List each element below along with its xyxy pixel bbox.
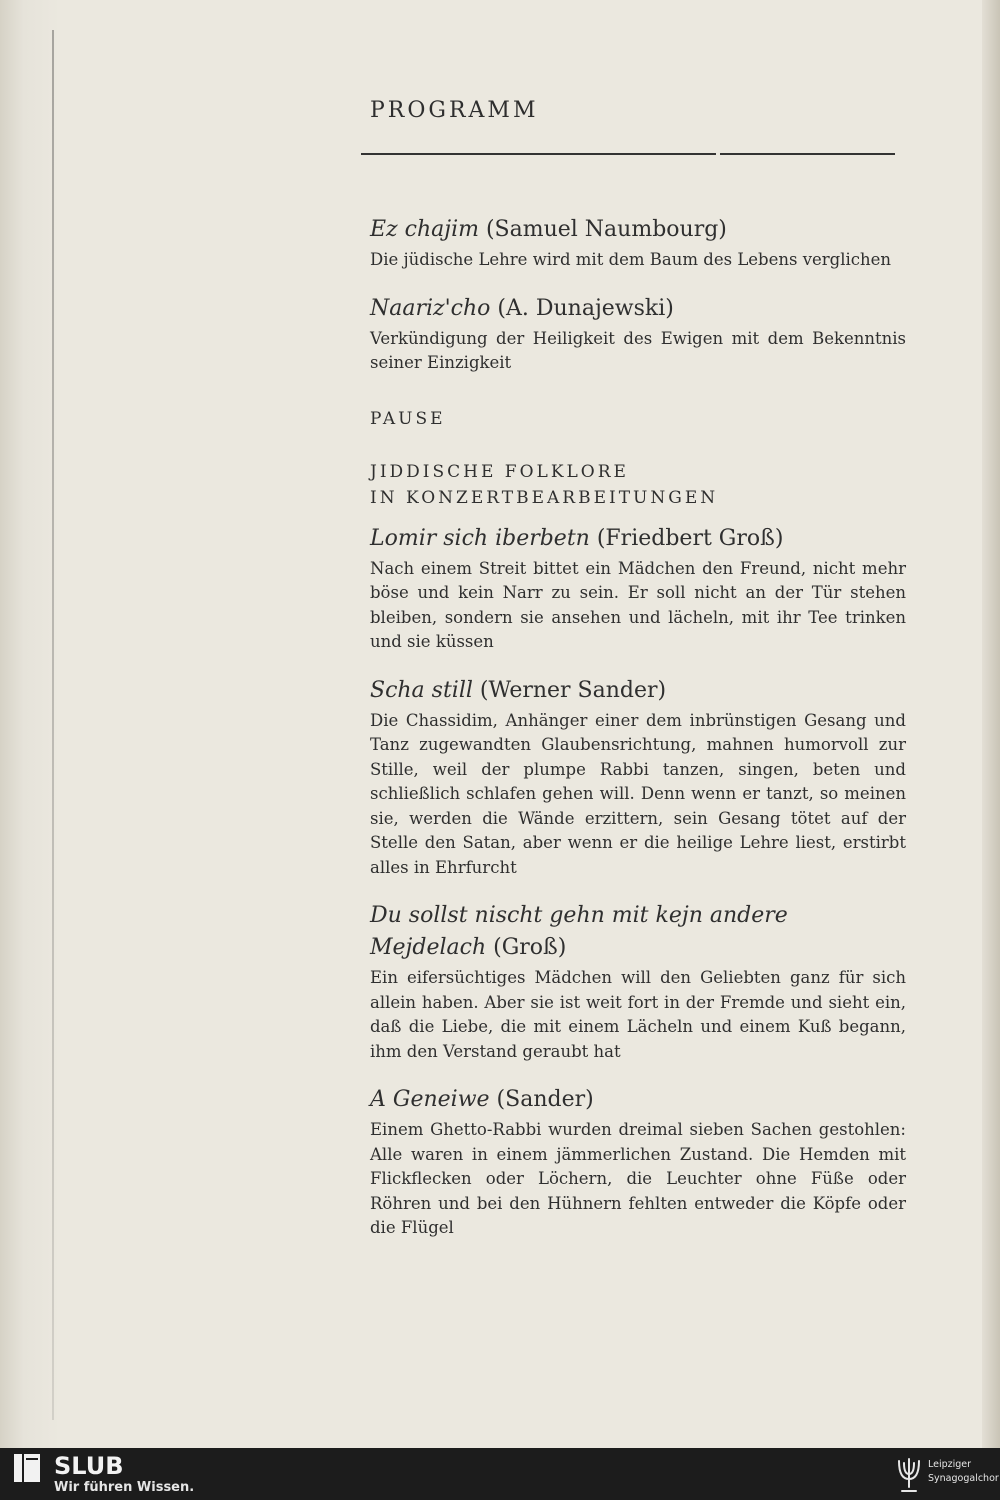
menorah-icon [896,1453,922,1495]
item-description: Verkündigung der Heiligkeit des Ewigen mit dem Bekenntnis seiner Einzigkeit [370,328,906,372]
item-heading [370,523,906,555]
item-composer: (Friedbert Groß) [589,525,784,551]
item-title: Lomir sich iberbetn [370,525,590,551]
item-description: Nach einem Streit bittet ein Mädchen den Freund, nicht mehr böse und kein Narr zu sein. Er soll nicht an der Tür stehen bleiben, sondern sie ansehen und lächeln, mit ihr Tee trinken und sie küssen [370,558,906,651]
item-composer: (Sander) [489,1087,594,1112]
item-title: Du sollst nischt gehn mit kejn andere Mejdelach [370,903,788,960]
fold-line [52,30,54,1420]
item-title: A Geneiwe [370,1087,490,1112]
item-description: Einem Ghetto-Rabbi wurden dreimal sieben Sachen gestohlen: Alle waren in einem jämmerlichen Zustand. Die Hemden mit Flickflecken oder Löchern, die Leuchter ohne Füße oder Röhren und bei den Hühnern fehlten entweder die Köpfe oder die Flügel [370,1120,906,1237]
item-heading [370,214,906,246]
item-heading [370,900,906,964]
program-item [370,293,906,376]
item-heading [370,1084,906,1116]
item-description: Die Chassidim, Anhänger einer dem inbrünstigen Gesang und Tanz zugewandten Glaubensrichtung, mahnen humorvoll zur Stille, weil der plumpe Rabbi tanzen, singen, beten und schließlich schlafen gehen will. Denn wenn er tanzt, so meinen sie, werden die Wände erzittern, sein Gesang tötet auf der Stelle den Satan, aber wenn er die heilige Lehre liest, erstirbt alles in Ehrfurcht [370,710,906,877]
program-content [370,214,906,1241]
item-composer: (Werner Sander) [472,677,667,703]
page-edge-shadow [982,0,1000,1448]
title-rule-right [720,153,895,155]
title-rule-left [361,153,716,155]
item-description: Ein eifersüchtiges Mädchen will den Geliebten ganz für sich allein haben. Aber sie ist weit fort in der Fremde und sieht ein, daß die Liebe, die mit einem Lächeln und einem Kuß begann, ihm den Verstand geraubt hat [370,968,906,1061]
item-title: Naariz'cho [370,295,491,321]
slub-book-icon[interactable] [14,1454,40,1482]
item-composer: (Samuel Naumbourg) [478,217,727,242]
item-title: Ez chajim [370,217,479,242]
item-composer: (Groß) [486,935,567,960]
choir-line1: Leipziger [928,1459,972,1470]
slub-logo-text[interactable]: SLUB [54,1452,124,1480]
folklore-heading-line1: JIDDISCHE FOLKLORE [370,461,629,482]
choir-logo-text [928,1458,999,1486]
pause-label: PAUSE [370,408,446,429]
program-item [370,214,906,273]
page-title: PROGRAMM [370,98,539,123]
item-heading [370,293,906,325]
choir-line2: Synagogalchor [928,1473,999,1484]
folklore-section-heading [370,459,906,511]
slub-tagline: Wir führen Wissen. [54,1480,195,1495]
item-composer: (A. Dunajewski) [490,295,674,321]
folklore-heading-line2: IN KONZERTBEARBEITUNGEN [370,487,719,508]
spine-shadow [0,0,60,1448]
program-item [370,1084,906,1241]
item-heading [370,675,906,707]
program-item [370,523,906,655]
program-item [370,675,906,881]
item-description: Die jüdische Lehre wird mit dem Baum des Lebens verglichen [370,250,892,269]
item-title: Scha still [370,677,473,703]
program-item [370,900,906,1064]
